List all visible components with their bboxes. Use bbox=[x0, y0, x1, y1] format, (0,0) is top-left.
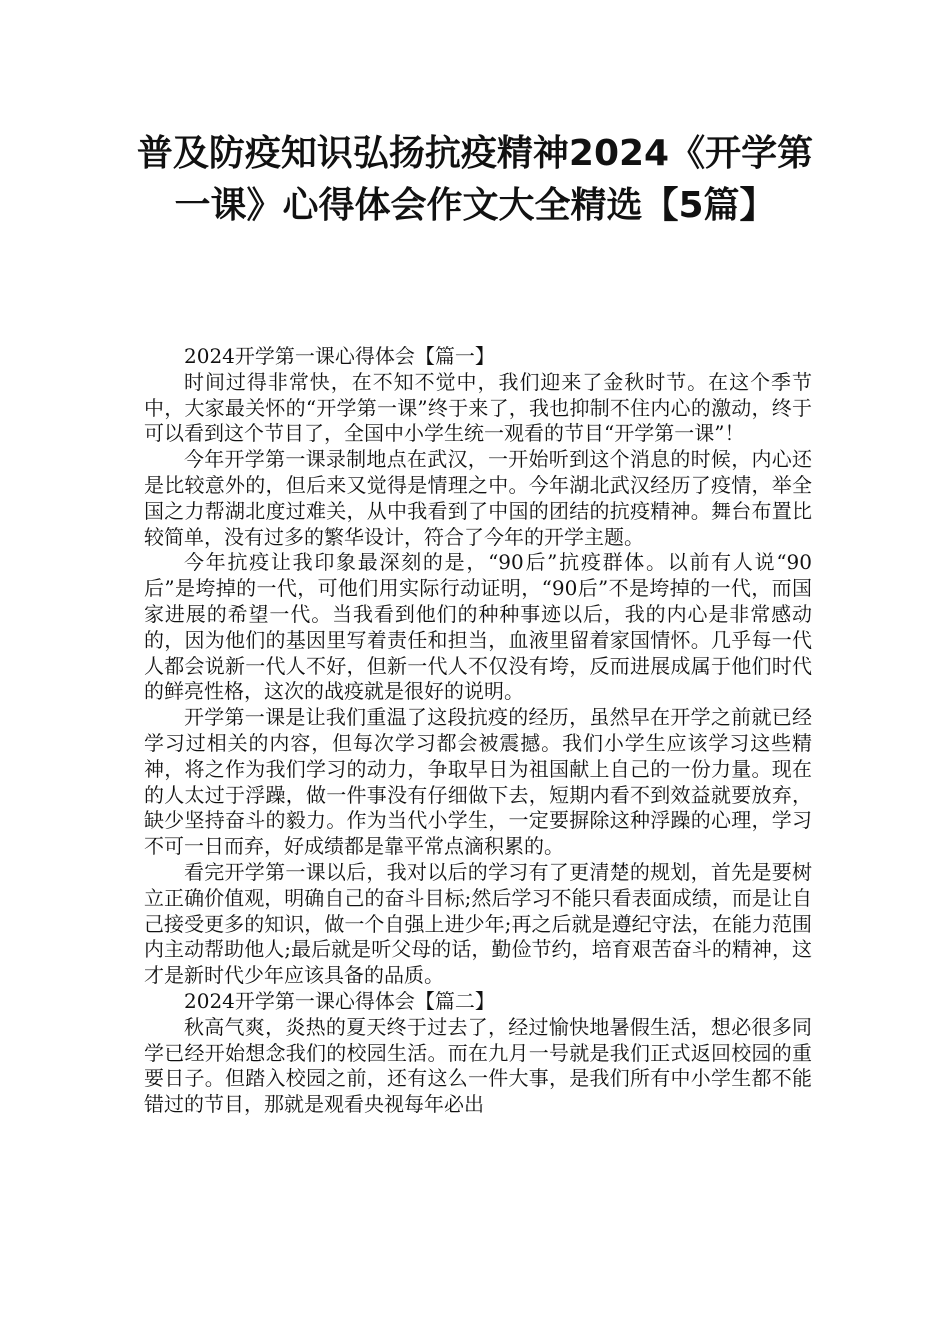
document-body bbox=[144, 344, 812, 1118]
paragraph: 今年开学第一课录制地点在武汉，一开始听到这个消息的时候，内心还是比较意外的，但后来又觉得是情理之中。今年湖北武汉经历了疫情，举全国之力帮湖北度过难关，从中我看到了中国的团结的抗疫精神。舞台布置比较简单，没有过多的繁华设计，符合了今年的开学主题。 bbox=[144, 447, 812, 549]
section-heading: 2024开学第一课心得体会【篇一】 bbox=[184, 344, 495, 368]
paragraph: 时间过得非常快，在不知不觉中，我们迎来了金秋时节。在这个季节中，大家最关怀的“开学第一课”终于来了，我也抑制不住内心的激动，终于可以看到这个节目了，全国中小学生统一观看的节目“开学第一课”！ bbox=[144, 369, 812, 446]
document-title: 普及防疫知识弘扬抗疫精神2024《开学第一课》心得体会作文大全精选【5篇】 bbox=[136, 133, 814, 226]
paragraph: 看完开学第一课以后，我对以后的学习有了更清楚的规划，首先是要树立正确价值观，明确自己的奋斗目标;然后学习不能只看表面成绩，而是让自己接受更多的知识，做一个自强上进少年;再之后就是遵纪守法，在能力范围内主动帮助他人;最后就是听父母的话，勤俭节约，培育艰苦奋斗的精神，这才是新时代少年应该具备的品质。 bbox=[144, 859, 812, 988]
paragraph: 秋高气爽，炎热的夏天终于过去了，经过愉快地暑假生活，想必很多同学已经开始想念我们的校园生活。而在九月一号就是我们正式返回校园的重要日子。但踏入校园之前，还有这么一件大事，是我们所有中小学生都不能错过的节目，那就是观看央视每年必出 bbox=[144, 1014, 812, 1117]
paragraph: 开学第一课是让我们重温了这段抗疫的经历，虽然早在开学之前就已经学习过相关的内容，但每次学习都会被震撼。我们小学生应该学习这些精神，将之作为我们学习的动力，争取早日为祖国献上自己的一份力量。现在的人太过于浮躁，做一件事没有仔细做下去，短期内看不到效益就要放弃，缺少坚持奋斗的毅力。作为当代小学生，一定要摒除这种浮躁的心理，学习不可一日而弃，好成绩都是靠平常点滴积累的。 bbox=[144, 705, 812, 859]
paragraph: 今年抗疫让我印象最深刻的是，“90后”抗疫群体。以前有人说“90后”是垮掉的一代，可他们用实际行动证明，“90后”不是垮掉的一代，而国家进展的希望一代。当我看到他们的种种事迹以后，我的内心是非常感动的，因为他们的基因里写着责任和担当，血液里留着家国情怀。几乎每一代人都会说新一代人不好，但新一代人不仅没有垮，反而进展成属于他们时代的鲜亮性格，这次的战疫就是很好的说明。 bbox=[144, 550, 812, 704]
section-heading: 2024开学第一课心得体会【篇二】 bbox=[184, 988, 495, 1013]
